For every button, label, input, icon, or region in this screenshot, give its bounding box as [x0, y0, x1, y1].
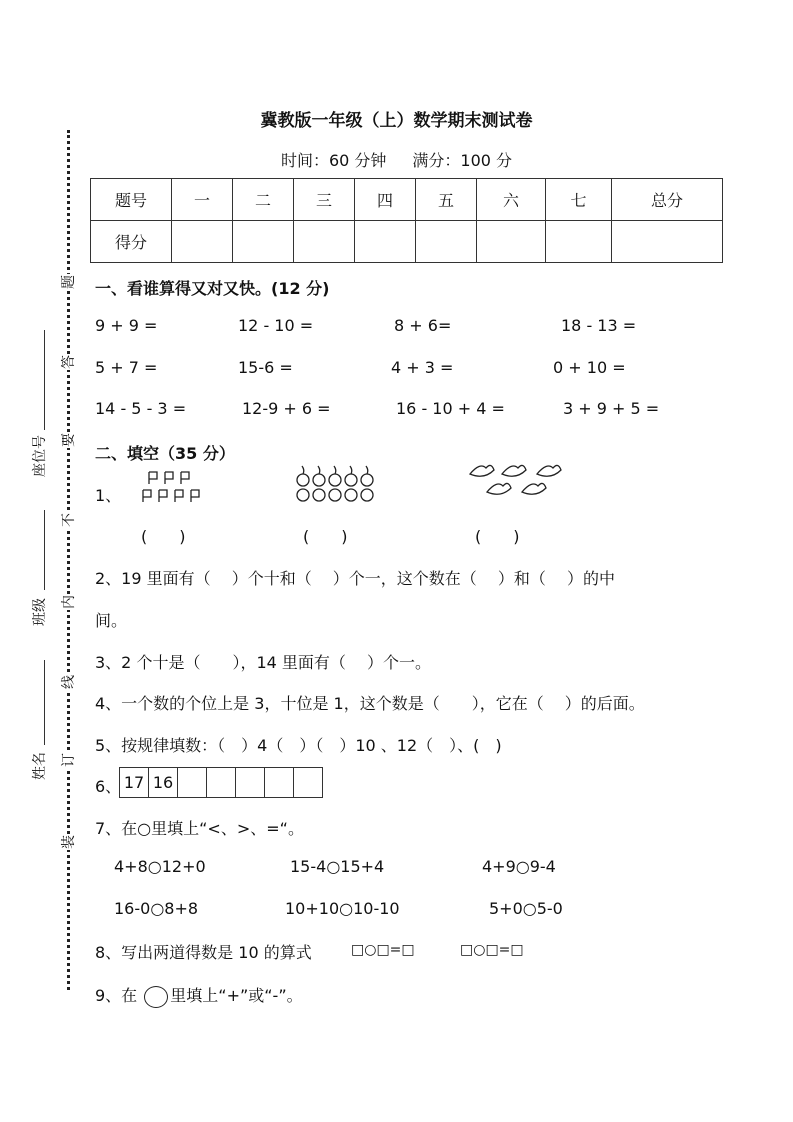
page-title: 冀教版一年级（上）数学期末测试卷: [260, 111, 533, 131]
arith-item: 18 - 13 =: [561, 316, 637, 335]
arith-item: 5 + 7 =: [95, 358, 158, 377]
seat-number-label: 座位号: [32, 435, 48, 477]
arith-item: 15-6 =: [238, 358, 293, 377]
cherries-figure: [295, 462, 385, 504]
q1-blank[interactable]: ( ): [475, 527, 520, 546]
arith-item: 12-9 + 6 =: [242, 399, 331, 418]
binding-char: 装: [58, 834, 78, 850]
q8-formula[interactable]: □○□=□: [351, 942, 415, 958]
arith-item: 3 + 9 + 5 =: [563, 399, 660, 418]
q1-blank[interactable]: ( ): [141, 527, 186, 546]
arith-item: 0 + 10 =: [553, 358, 626, 377]
number-box[interactable]: [293, 767, 323, 798]
binding-char: 订: [58, 752, 78, 768]
binding-char: 线: [58, 674, 78, 690]
score-table-header: 四: [355, 179, 416, 221]
number-box[interactable]: [206, 767, 236, 798]
score-table-score-row: [91, 221, 723, 263]
q9: [95, 983, 303, 1008]
score-table-header: 六: [477, 179, 546, 221]
oval-blank-icon[interactable]: [144, 986, 168, 1008]
exam-info: [0, 148, 793, 171]
arith-item: 16 - 10 + 4 =: [396, 399, 505, 418]
q3: 3、2 个十是（ ），14 里面有（ ）个一。: [95, 653, 431, 672]
compare-item: 15-4○15+4: [290, 857, 385, 876]
score-cell[interactable]: [477, 221, 546, 263]
score-table-header: 总分: [612, 179, 723, 221]
compare-item: 10+10○10-10: [285, 899, 400, 918]
q8-label: 8、写出两道得数是 10 的算式: [95, 943, 312, 962]
class-line: [44, 510, 45, 590]
compare-item: 4+8○12+0: [114, 857, 206, 876]
section2-heading: 二、填空（35 分）: [95, 444, 235, 463]
binding-dotted-line: [67, 130, 70, 990]
score-table-header: 一: [172, 179, 233, 221]
score-cell[interactable]: [172, 221, 233, 263]
score-table-header: 七: [546, 179, 612, 221]
score-table-header: 三: [294, 179, 355, 221]
binding-char: 要: [58, 432, 78, 448]
score-cell[interactable]: [233, 221, 294, 263]
exam-full-score: 满分：100 分: [412, 151, 513, 170]
q2-line1: 2、19 里面有（ ）个十和（ ）个一，这个数在（ ）和（ ）的中: [95, 569, 615, 588]
binding-char: 答: [58, 354, 78, 370]
arith-item: 14 - 5 - 3 =: [95, 399, 187, 418]
score-table-header: 五: [416, 179, 477, 221]
birds-figure: [467, 462, 567, 506]
q9-prefix: 9、在: [95, 986, 138, 1005]
score-cell[interactable]: [546, 221, 612, 263]
arith-item: 9 + 9 =: [95, 316, 158, 335]
q4: 4、一个数的个位上是 3，十位是 1，这个数是（ ），它在（ ）的后面。: [95, 694, 645, 713]
class-label: 班级: [32, 598, 48, 626]
compare-item: 5+0○5-0: [489, 899, 563, 918]
arith-item: 12 - 10 =: [238, 316, 314, 335]
q2-line2: 间。: [95, 611, 128, 630]
q1-label: 1、: [95, 486, 122, 505]
number-box[interactable]: [264, 767, 294, 798]
number-box: 16: [148, 767, 178, 798]
q9-suffix: 里填上“+”或“-”。: [170, 986, 303, 1005]
number-box: 17: [119, 767, 149, 798]
score-table-header: 题号: [91, 179, 172, 221]
score-table-header-row: [91, 179, 723, 221]
binding-char: 不: [58, 512, 78, 528]
name-line: [44, 660, 45, 745]
name-label: 姓名: [32, 752, 48, 780]
score-table-header: 二: [233, 179, 294, 221]
section1-heading: 一、看谁算得又对又快。(12 分): [95, 279, 330, 298]
q5: 5、按规律填数：（ ）4（ ）（ ）10 、12（ ）、( ): [95, 736, 502, 755]
flags-figure: [140, 470, 215, 508]
compare-item: 16-0○8+8: [114, 899, 199, 918]
binding-char: 内: [58, 594, 78, 610]
seat-number-line: [44, 330, 45, 430]
score-cell[interactable]: [355, 221, 416, 263]
arith-item: 8 + 6=: [394, 316, 452, 335]
q6-label: 6、: [95, 777, 122, 796]
score-table-row-label: 得分: [91, 221, 172, 263]
score-cell[interactable]: [416, 221, 477, 263]
q1-blank[interactable]: ( ): [303, 527, 348, 546]
number-box[interactable]: [235, 767, 265, 798]
exam-time: 时间：60 分钟: [280, 151, 387, 170]
score-table: [90, 178, 723, 263]
score-cell[interactable]: [294, 221, 355, 263]
score-cell[interactable]: [612, 221, 723, 263]
q6-number-boxes: [119, 767, 323, 798]
q7: 7、在○里填上“<、>、=“。: [95, 819, 304, 838]
compare-item: 4+9○9-4: [482, 857, 556, 876]
q8-formula[interactable]: □○□=□: [460, 942, 524, 958]
arith-item: 4 + 3 =: [391, 358, 454, 377]
number-box[interactable]: [177, 767, 207, 798]
binding-char: 题: [58, 274, 78, 290]
